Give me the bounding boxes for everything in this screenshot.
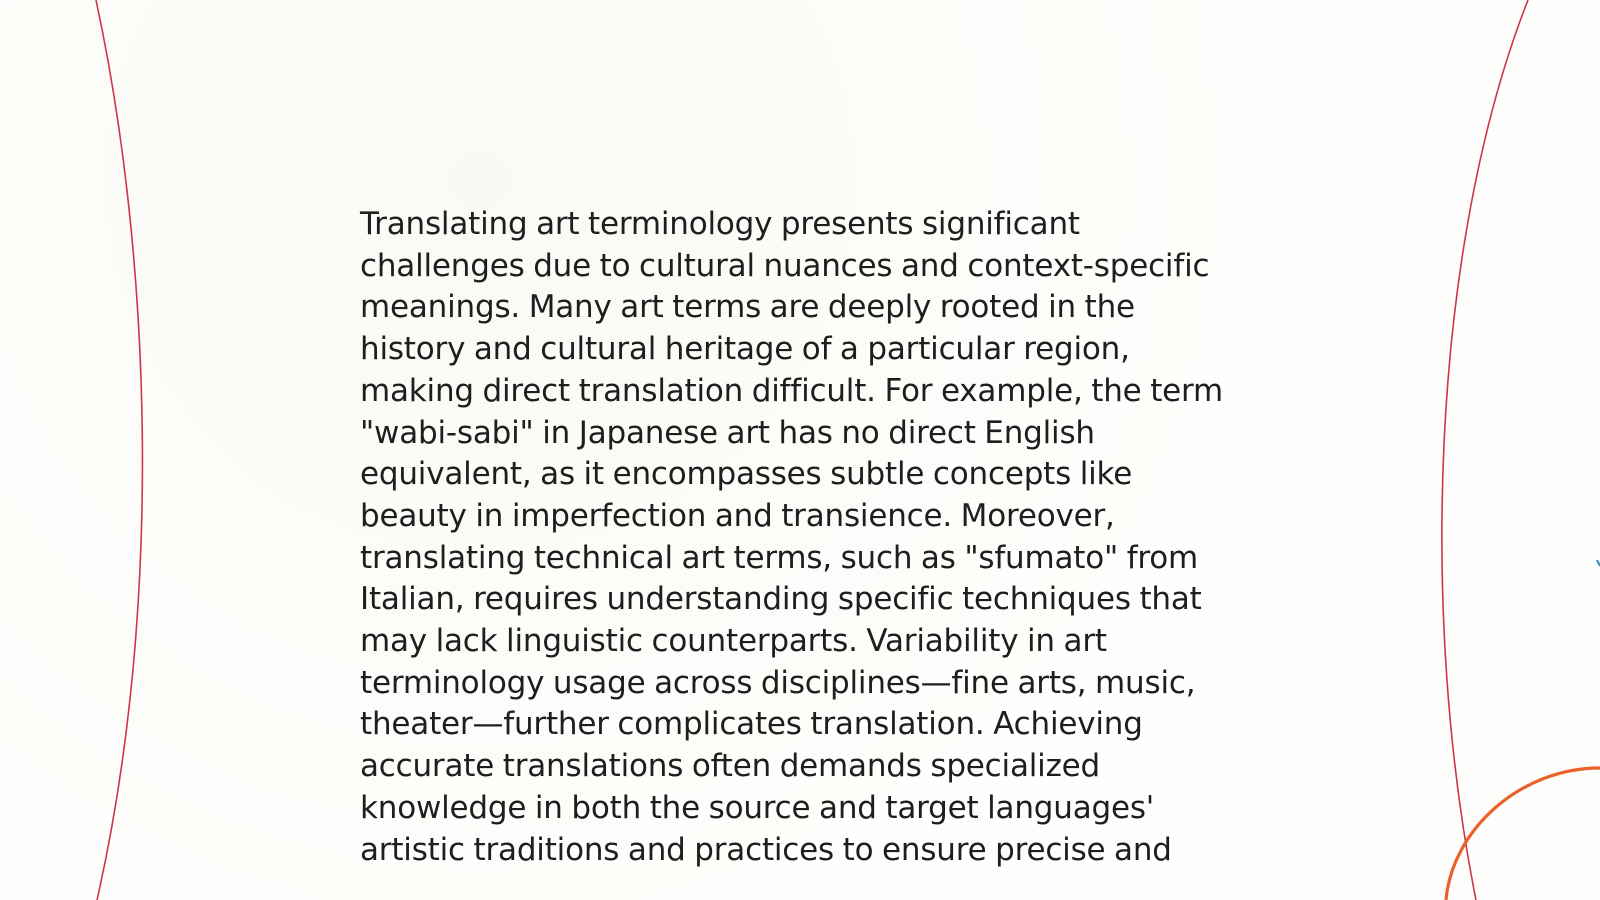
- right-arc-line: [1442, 0, 1528, 900]
- left-arc-line: [96, 0, 142, 900]
- body-paragraph: Translating art terminology presents significant challenges due to cultural nuances and context-specific meanings. Many art terms are deeply rooted in the history and cultural heritage of a particular region, making direct translation difficult. For example, the term "wabi-sabi" in Japanese art has no direct English equivalent, as it encompasses subtle concepts like beauty in imperfection and transience. Moreover, translating technical art terms, such as "sfumato" from Italian, requires understanding specific techniques that may lack linguistic counterparts. Variability in art terminology usage across disciplines—fine arts, music, theater—further complicates translation. Achieving accurate translations often demands specialized knowledge in both the source and target languages' artistic traditions and practices to ensure precise and: [360, 206, 1224, 868]
- corner-orange-arc: [1446, 768, 1600, 900]
